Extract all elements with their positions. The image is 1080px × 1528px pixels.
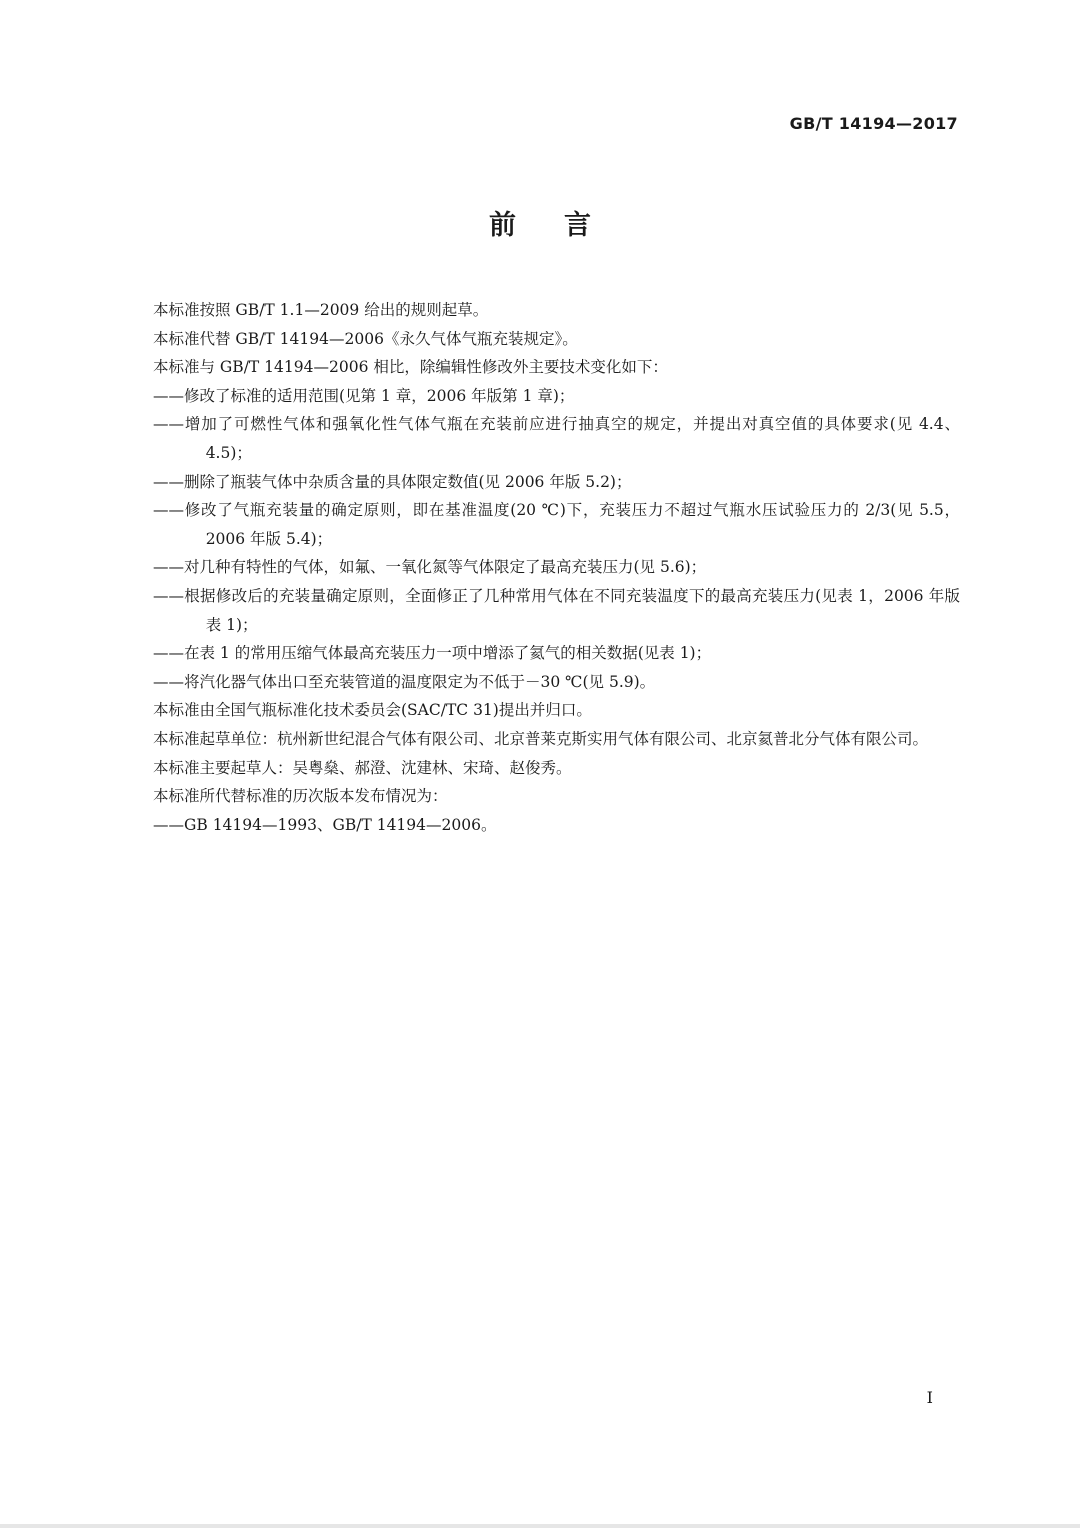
- document-body: [122, 296, 960, 839]
- page-title: 前言: [489, 210, 639, 241]
- change-list-item: ——根据修改后的充装量确定原则，全面修正了几种常用气体在不同充装温度下的最高充装压力(见表 1，2006 年版表 1)；: [153, 586, 960, 634]
- paragraph: 本标准按照 GB/T 1.1—2009 给出的规则起草。: [153, 301, 489, 319]
- paragraph: 本标准与 GB/T 14194—2006 相比，除编辑性修改外主要技术变化如下：: [153, 358, 668, 377]
- change-list-item: ——删除了瓶装气体中杂质含量的具体限定数值(见 2006 年版 5.2)；: [153, 472, 632, 491]
- version-history-item: ——GB 14194—1993、GB/T 14194—2006。: [153, 815, 497, 834]
- change-list-item: ——增加了可燃性气体和强氧化性气体气瓶在充装前应进行抽真空的规定，并提出对真空值的具体要求(见 4.4、4.5)；: [153, 415, 960, 462]
- bottom-divider: [0, 1524, 1080, 1528]
- paragraph: 本标准所代替标准的历次版本发布情况为：: [153, 787, 448, 806]
- change-list-item: ——对几种有特性的气体，如氟、一氧化氮等气体限定了最高充装压力(见 5.6)；: [153, 558, 707, 577]
- paragraph: 本标准由全国气瓶标准化技术委员会(SAC/TC 31)提出并归口。: [153, 701, 592, 720]
- page-number: I: [926, 1388, 933, 1407]
- paragraph: 本标准代替 GB/T 14194—2006《永久气体气瓶充装规定》。: [153, 329, 578, 348]
- change-list-item: ——将汽化器气体出口至充装管道的温度限定为不低于－30 ℃(见 5.9)。: [153, 672, 656, 691]
- change-list-item: ——修改了标准的适用范围(见第 1 章，2006 年版第 1 章)；: [153, 386, 575, 405]
- change-list-item: ——修改了气瓶充装量的确定原则，即在基准温度(20 ℃)下，充装压力不超过气瓶水压试验压力的 2/3(见 5.5，2006 年版 5.4)；: [153, 501, 960, 548]
- change-list-item: ——在表 1 的常用压缩气体最高充装压力一项中增添了氦气的相关数据(见表 1)；: [153, 644, 712, 663]
- paragraph: 本标准起草单位：杭州新世纪混合气体有限公司、北京普莱克斯实用气体有限公司、北京氦普北分气体有限公司。: [153, 729, 929, 748]
- standard-code: GB/T 14194—2017: [789, 114, 958, 133]
- paragraph: 本标准主要起草人：吴粤燊、郝澄、沈建林、宋琦、赵俊秀。: [153, 758, 572, 777]
